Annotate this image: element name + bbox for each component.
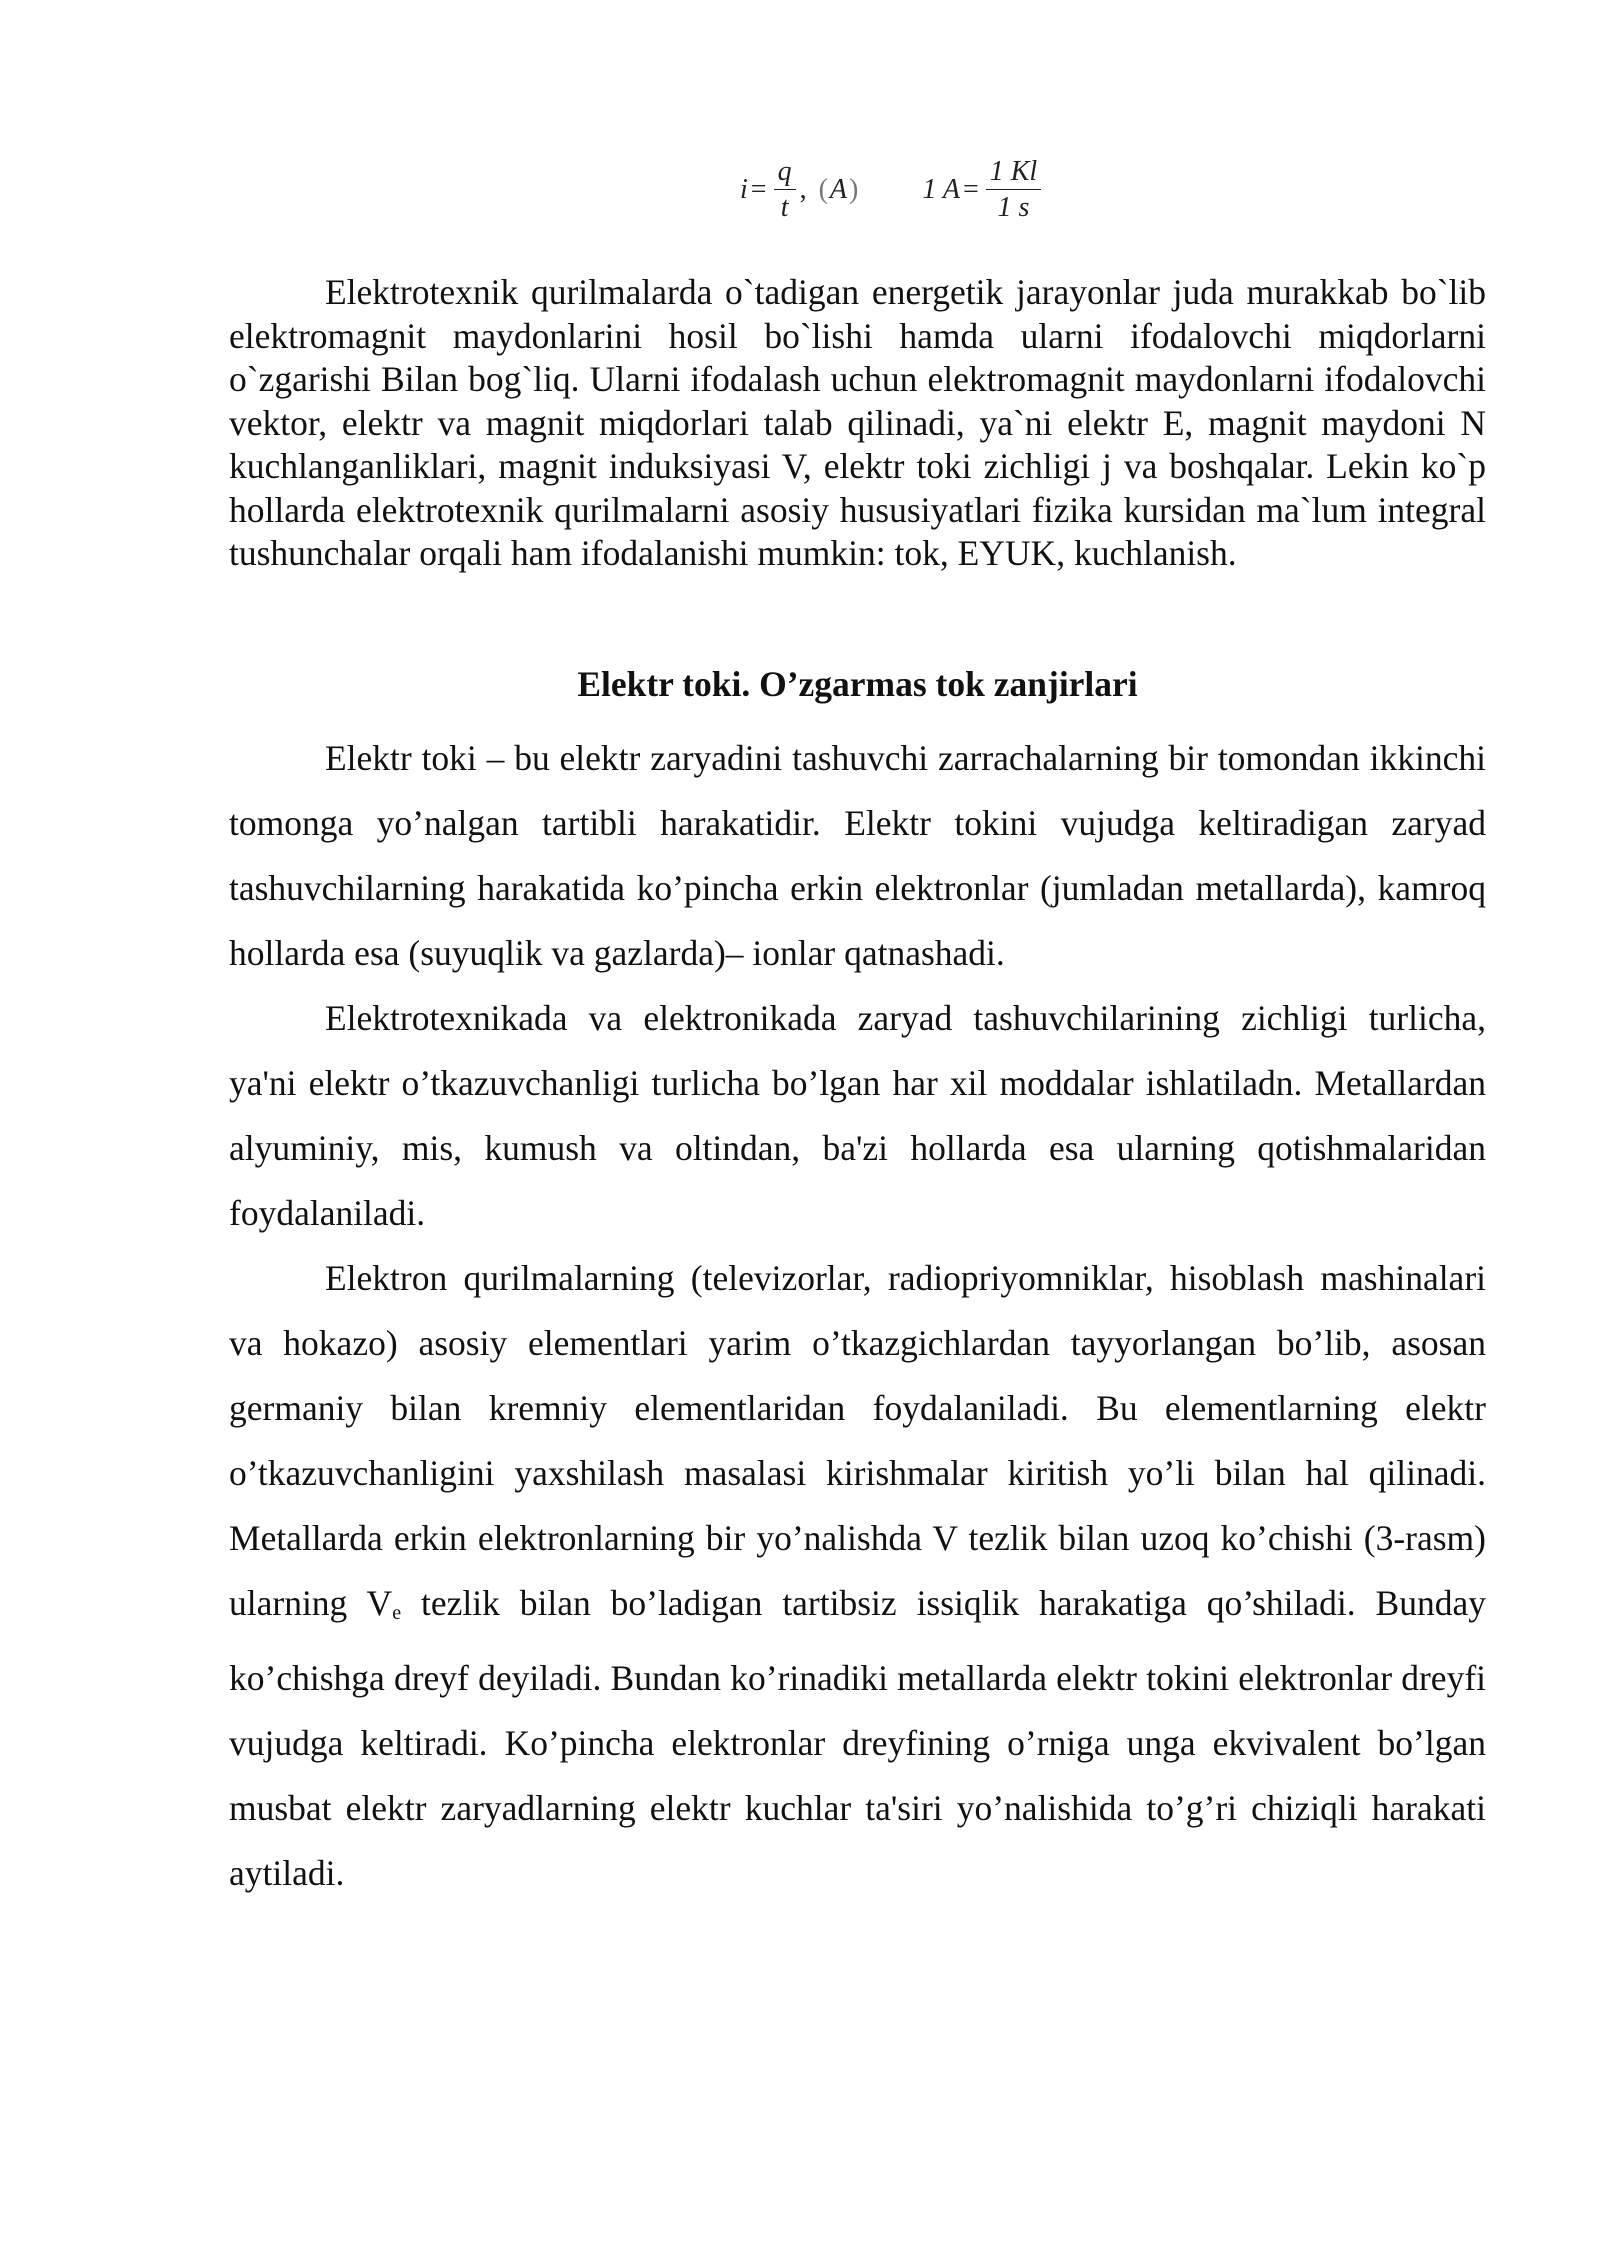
paragraph-semiconductors-text-1: Elektron qurilmalarning (televizorlar, radiopriyomniklar, hisoblash mashinalari va hokazo) asosiy elementlari yarim o’tkazgichlardan tayyorlangan bo’lib, asosan germaniy bilan kremniy elementlaridan foydalaniladi. Bu elementlarning elektr o’tkazuvchanligini yaxshilash masalasi kirishmalar kiritish yo’li bilan hal qilinadi. Metallarda erkin elektronlarning bir yo’nalishda V tezlik bilan uzoq ko’chishi (3-rasm) ularning V — [229, 1258, 1486, 1623]
paragraph-semiconductors — [229, 1246, 1486, 1906]
formula-denominator-t: t — [780, 192, 789, 223]
formula-ampere-lhs: 1 A — [922, 174, 960, 205]
formula-current-symbol: i — [740, 174, 748, 205]
current-formula — [740, 150, 1045, 230]
formula-fraction-coulomb-per-second — [986, 158, 1041, 222]
intro-paragraph: Elektrotexnik qurilmalarda o`tadigan energetik jarayonlar juda murakkab bo`lib elektromagnit maydonlarini hosil bo`lishi hamda ularni ifodalovchi miqdorlarni o`zgarishi Bilan bog`liq. Ularni ifodalash uchun elektromagnit maydonlarni ifodalovchi vektor, elektr va magnit miqdorlari talab qilinadi, ya`ni elektr E, magnit maydoni N kuchlanganliklari, magnit induksiyasi V, elektr toki zichligi j va boshqalar. Lekin ko`p hollarda elektrotexnik qurilmalarni asosiy hususiyatlari fizika kursidan ma`lum integral tushunchalar orqali ham ifodalanishi mumkin: tok, EYUK, kuchlanish. — [229, 272, 1486, 573]
formula-fraction-q-over-t — [774, 158, 796, 222]
formula-unit: A — [829, 174, 848, 205]
formula-paren-open: ( — [818, 174, 828, 205]
paragraph-semiconductors-text-2: tezlik bilan bo’ladigan tartibsiz issiqlik harakatiga qo’shiladi. Bunday ko’chishga dreyf deyiladi. Bundan ko’rinadiki metallarda elektr tokini elektronlar dreyfi vujudga keltiradi. Ko’pincha elektronlar dreyfining o’rniga unga ekvivalent bo’lgan musbat elektr zaryadlarning elektr kuchlar ta'siri yo’nalishida to’g’ri chiziqli harakati aytiladi. — [229, 1583, 1486, 1893]
formula-equals-2: = — [962, 174, 979, 205]
formula-denominator-s: 1 s — [997, 192, 1030, 223]
formula-paren-close: ) — [849, 174, 859, 205]
formula-comma: , — [799, 174, 807, 205]
formula-numerator-kl: 1 Kl — [986, 158, 1041, 190]
paragraph-conductors: Elektrotexnikada va elektronikada zaryad tashuvchilarining zichligi turlicha, ya'ni elektr o’tkazuvchanligi turlicha bo’lgan har xil moddalar ishlatiladn. Metallardan alyuminiy, mis, kumush va oltindan, ba'zi hollarda esa ularning qotishmalaridan foydalaniladi. — [229, 998, 1486, 1233]
velocity-subscript: e — [392, 1602, 402, 1624]
section-body — [229, 726, 1486, 1906]
formula-equals: = — [750, 174, 767, 205]
formula-numerator-q: q — [774, 158, 796, 190]
paragraph-electric-current: Elektr toki – bu elektr zaryadini tashuvchi zarrachalarning bir tomondan ikkinchi tomonga yo’nalgan tartibli harakatidir. Elektr tokini vujudga keltiradigan zaryad tashuvchilarning harakatida ko’pincha erkin elektronlar (jumladan metallarda), kamroq hollarda esa (suyuqlik va gazlarda)– ionlar qatnashadi. — [229, 738, 1486, 973]
section-heading: Elektr toki. O’zgarmas tok zanjirlari — [577, 664, 1138, 704]
